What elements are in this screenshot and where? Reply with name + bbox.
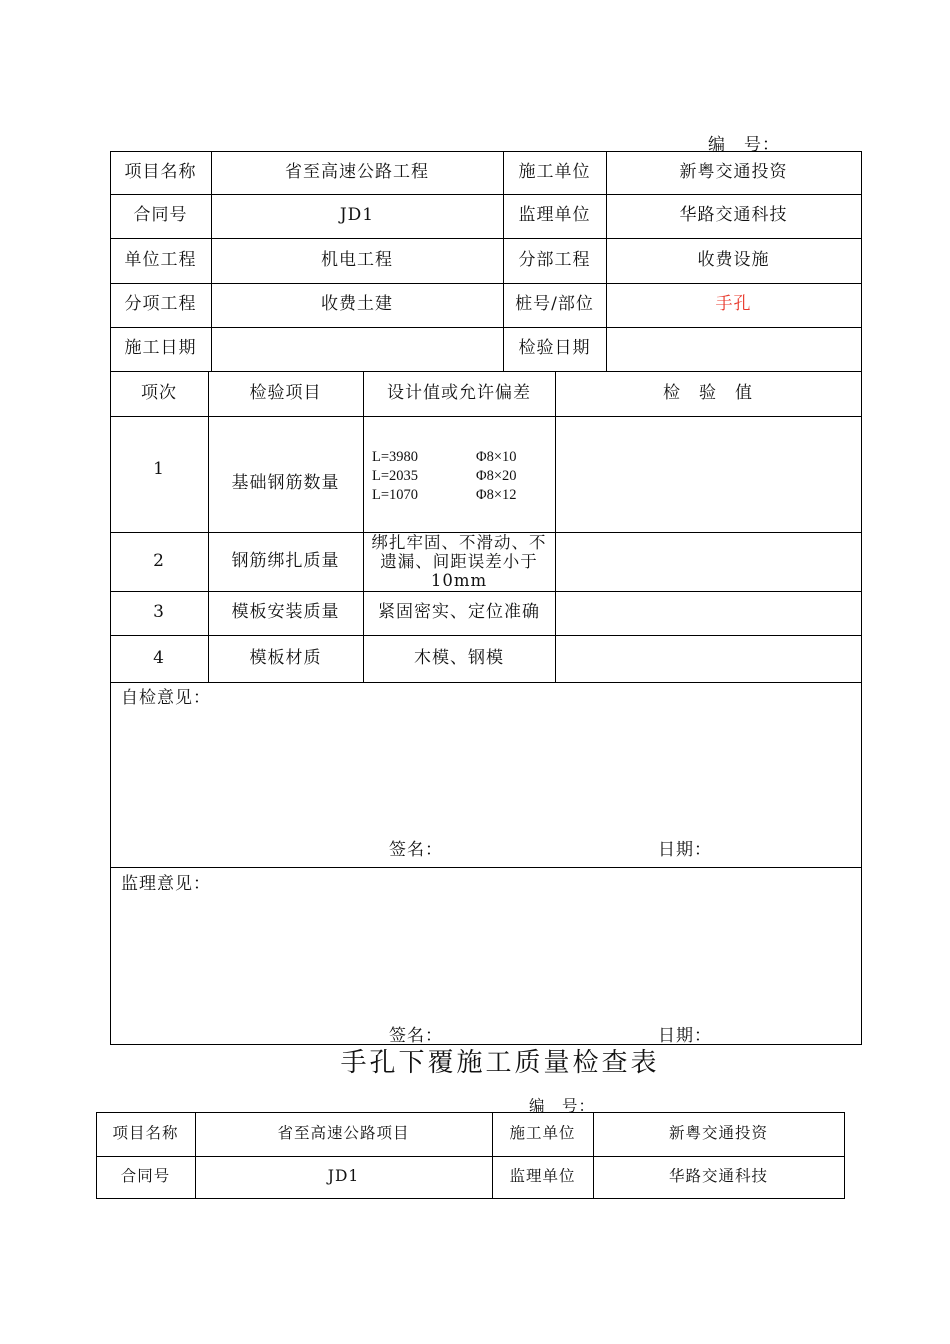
item-no: 2 — [153, 550, 165, 571]
rebar-spec-list — [372, 448, 517, 505]
rebar-length: L=1070 — [372, 487, 419, 503]
item-spec: 绑扎牢固、不滑动、不遗漏、间距误差小于10mm — [371, 533, 547, 590]
supervisor-unit-value: 华路交通科技 — [668, 1167, 768, 1186]
item-name: 基础钢筋数量 — [231, 473, 340, 494]
item-name: 钢筋绑扎质量 — [231, 550, 340, 571]
sub-item-label: 分项工程 — [124, 294, 197, 315]
project-name-value: 省至高速公路项目 — [277, 1124, 410, 1143]
division-project-value: 收费设施 — [697, 249, 770, 270]
header-design-value: 设计值或允许偏差 — [387, 382, 531, 403]
supervisor-unit-value: 华路交通科技 — [679, 205, 788, 226]
item-spec: 紧固密实、定位准确 — [378, 602, 540, 623]
supervisor-unit-label: 监理单位 — [509, 1167, 576, 1186]
sub-item-value: 收费土建 — [321, 294, 393, 315]
rebar-length: L=2035 — [372, 468, 419, 484]
form-title: 手孔下覆施工质量检查表 — [340, 1048, 660, 1078]
unit-project-label: 单位工程 — [124, 249, 197, 270]
contract-no-value: JD1 — [327, 1167, 360, 1186]
self-check-sign-label: 签名： — [389, 840, 443, 860]
inspection-date-value — [606, 327, 861, 371]
contractor-label: 施工单位 — [509, 1124, 576, 1143]
unit-project-value: 机电工程 — [321, 249, 393, 270]
supervisor-unit-label: 监理单位 — [518, 205, 591, 226]
supervisor-date-label: 日期： — [658, 1026, 712, 1046]
number-label: 编 号： — [708, 135, 780, 155]
rebar-diameter: Φ8×20 — [476, 468, 517, 484]
contractor-value: 新粤交通投资 — [668, 1124, 768, 1143]
project-name-label: 项目名称 — [112, 1124, 179, 1143]
contract-no-label: 合同号 — [133, 205, 188, 226]
header-item-no: 项次 — [141, 382, 177, 403]
self-check-date-label: 日期： — [658, 840, 712, 860]
rebar-diameter: Φ8×10 — [476, 449, 517, 465]
rebar-diameter: Φ8×12 — [476, 487, 517, 503]
inspection-date-label: 检验日期 — [518, 338, 591, 359]
contractor-value: 新粤交通投资 — [679, 161, 788, 182]
item-spec: 木模、钢模 — [414, 647, 504, 668]
item-name: 模板材质 — [249, 647, 322, 668]
station-location-value: 手孔 — [715, 294, 752, 315]
header-check-item: 检验项目 — [249, 382, 322, 403]
item-name: 模板安装质量 — [231, 602, 340, 623]
project-name-value: 省至高速公路工程 — [285, 161, 429, 182]
supervisor-opinion-label: 监理意见： — [121, 874, 211, 894]
station-location-label: 桩号/部位 — [515, 294, 594, 315]
construction-date-value — [211, 327, 503, 371]
contractor-label: 施工单位 — [518, 161, 591, 182]
project-name-label: 项目名称 — [124, 161, 197, 182]
item-no: 1 — [153, 459, 165, 480]
rebar-length: L=3980 — [372, 449, 419, 465]
header-check-value: 检 验 值 — [663, 382, 753, 403]
item-no: 3 — [153, 602, 165, 623]
contract-no-value: JD1 — [339, 205, 375, 226]
division-project-label: 分部工程 — [518, 249, 591, 270]
contract-no-label: 合同号 — [120, 1167, 171, 1186]
supervisor-sign-label: 签名： — [389, 1026, 443, 1046]
item-no: 4 — [153, 647, 165, 668]
number-label: 编 号： — [529, 1097, 596, 1115]
construction-date-label: 施工日期 — [124, 338, 197, 359]
self-check-label: 自检意见： — [121, 688, 211, 708]
